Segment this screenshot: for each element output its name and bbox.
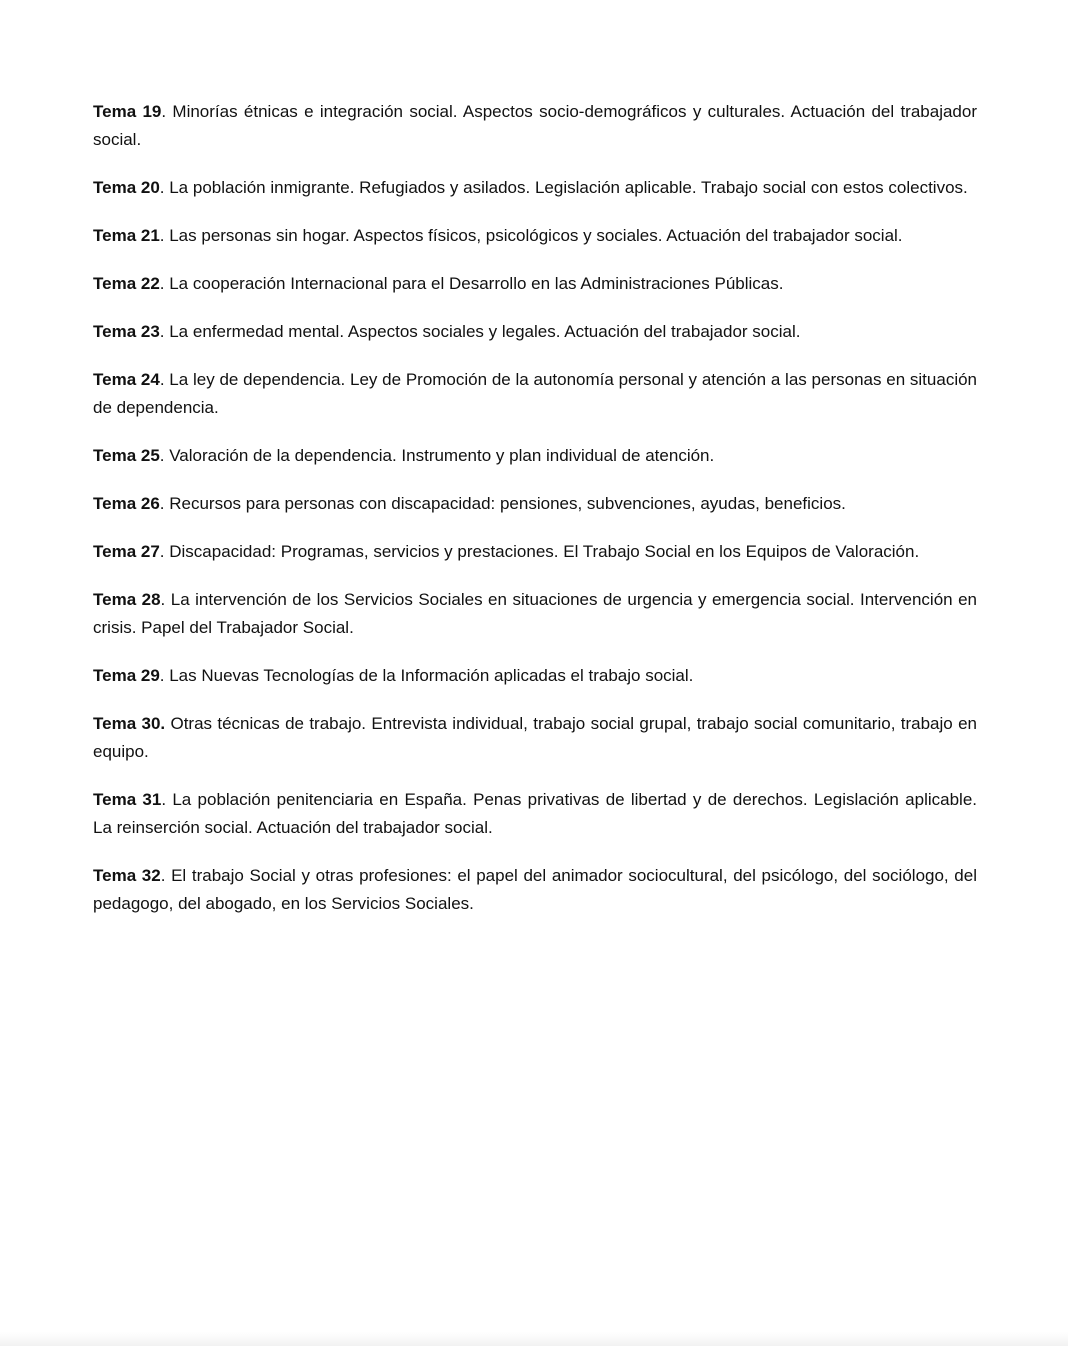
topic-21: [93, 222, 977, 250]
topic-label: Tema 19: [93, 102, 162, 121]
topic-30: [93, 710, 977, 766]
topic-text: . Las personas sin hogar. Aspectos físicos, psicológicos y sociales. Actuación del trabajador social.: [159, 226, 903, 245]
topic-label: Tema 20: [93, 178, 160, 197]
topic-text: . Minorías étnicas e integración social. Aspectos socio-demográficos y culturales. Actuación del trabajador social.: [93, 102, 978, 149]
topic-label: Tema 27: [93, 542, 160, 561]
topic-26: [93, 490, 977, 518]
topic-23: [93, 318, 977, 346]
page-bottom-edge: [0, 1332, 1068, 1346]
topic-text: . Recursos para personas con discapacidad: pensiones, subvenciones, ayudas, beneficios.: [159, 494, 846, 513]
topic-19: [93, 98, 977, 154]
topic-27: [93, 538, 977, 566]
topic-text: . La población inmigrante. Refugiados y asilados. Legislación aplicable. Trabajo social con estos colectivos.: [159, 178, 968, 197]
topic-label: Tema 24: [93, 370, 160, 389]
topic-label: Tema 31: [93, 790, 162, 809]
topic-text: . La intervención de los Servicios Sociales en situaciones de urgencia y emergencia social. Intervención en crisis. Papel del Trabajador Social.: [93, 590, 978, 637]
topic-text: . La población penitenciaria en España. Penas privativas de libertad y de derechos. Legislación aplicable. La reinserción social. Actuación del trabajador social.: [93, 790, 977, 837]
topic-label: Tema 29: [93, 666, 160, 685]
topic-list: [93, 98, 977, 938]
topic-31: [93, 786, 977, 842]
topic-text: . Las Nuevas Tecnologías de la Información aplicadas el trabajo social.: [159, 666, 694, 685]
topic-25: [93, 442, 977, 470]
topic-label: Tema 22: [93, 274, 160, 293]
topic-label: Tema 26: [93, 494, 160, 513]
topic-20: [93, 174, 977, 202]
topic-label: Tema 23: [93, 322, 160, 341]
topic-text: . La cooperación Internacional para el Desarrollo en las Administraciones Públicas.: [159, 274, 784, 293]
topic-label: Tema 28: [93, 590, 161, 609]
topic-text: . Valoración de la dependencia. Instrumento y plan individual de atención.: [159, 446, 715, 465]
topic-32: [93, 862, 977, 918]
topic-text: Otras técnicas de trabajo. Entrevista individual, trabajo social grupal, trabajo social comunitario, trabajo en equipo.: [93, 714, 977, 761]
topic-text: . Discapacidad: Programas, servicios y prestaciones. El Trabajo Social en los Equipos de Valoración.: [159, 542, 920, 561]
topic-28: [93, 586, 977, 642]
topic-label: Tema 30.: [93, 714, 166, 733]
topic-22: [93, 270, 977, 298]
topic-text: . La ley de dependencia. Ley de Promoción de la autonomía personal y atención a las personas en situación de dependencia.: [93, 370, 978, 417]
topic-label: Tema 25: [93, 446, 160, 465]
topic-label: Tema 21: [93, 226, 160, 245]
topic-24: [93, 366, 977, 422]
topic-text: . El trabajo Social y otras profesiones: el papel del animador sociocultural, del psicólogo, del sociólogo, del pedagogo, del abogado, en los Servicios Sociales.: [93, 866, 977, 913]
topic-text: . La enfermedad mental. Aspectos sociales y legales. Actuación del trabajador social.: [159, 322, 801, 341]
topic-label: Tema 32: [93, 866, 161, 885]
topic-29: [93, 662, 977, 690]
